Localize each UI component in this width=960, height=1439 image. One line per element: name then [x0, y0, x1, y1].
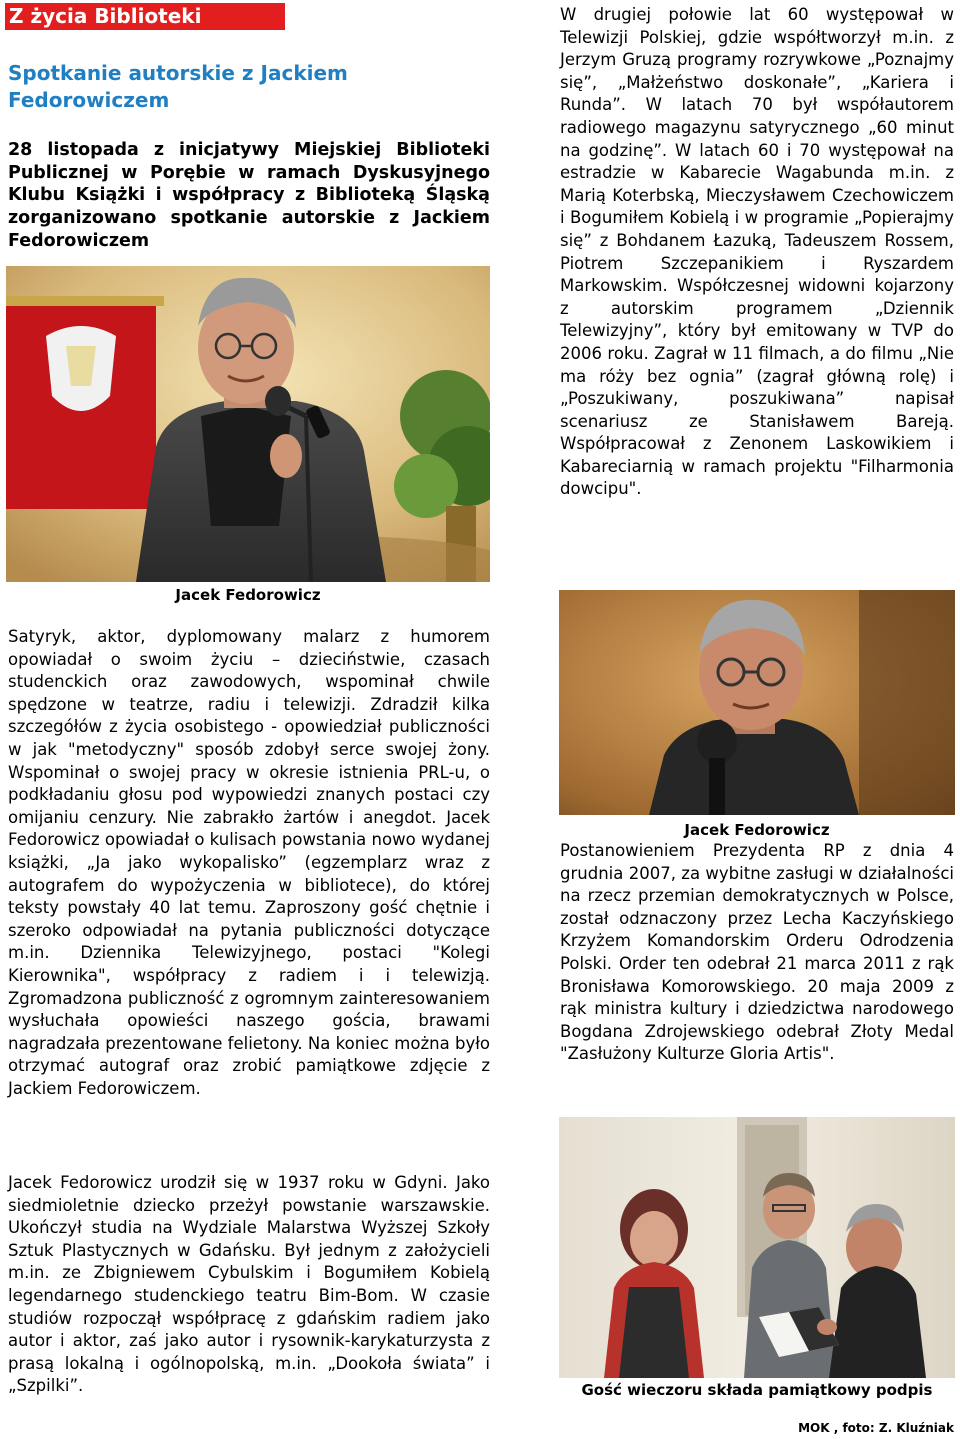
left-paragraph-1: Satyryk, aktor, dyplomowany malarz z humorem opowiadał o swoim życiu – dzieciństwie, czasach studenckich oraz zawodowych, wspominał chwile spędzone w teatrze, radiu i telewizji. Zdradził kilka szczegółów z życia osobistego - opowiedział publiczności w jak "metodyczny" sposób zdobył serce swojej żony. Wspominał o swojej pracy w okresie istnienia PRL-u, o podkładaniu głosu pod wypowiedzi znanych postaci czy omijaniu cenzury. Nie zabrakło żartów i anegdot. Jacek Fedorowicz opowiadał o kulisach powstania nowo wydanej książki, „Ja jako wykopalisko” (egzemplarz wraz z autografem do wypożyczenia w bibliotece), do której teksty powstały 40 lat temu. Zaproszony gość chętnie i szeroko odpowiadał na pytania publiczności dotyczące m.in. Dziennika Telewizyjnego, postaci "Kolegi Kierownika", współpracy z radiem i i telewizją. Zgromadzona publiczność z ogromnym zainteresowaniem wysłuchała opowieści naszego gościa, brawami nagradzała prezentowane felietony. Na koniec można było otrzymać autograf oraz zrobić pamiątkowe zdjęcie z Jackiem Fedorowiczem.: [8, 627, 490, 1098]
right-column-text: [560, 4, 954, 501]
photo-speaker-microphone-image: [6, 266, 490, 582]
photo2-caption: Jacek Fedorowicz: [684, 821, 830, 839]
left-paragraph-2: Jacek Fedorowicz urodził się w 1937 roku w Gdyni. Jako siedmioletnie dziecko przeżył powstanie warszawskie. Ukończył studia na Wydziale Malarstwa Wyższej Szkoły Sztuk Plastycznych w Gdańsku. Był jednym z założycieli m.in. ze Zbigniewem Cybulskim i Bogumiłem Kobielą legendarnego studenckiego teatru Bim-Bom. W czasie studiów rozpoczął współpracę z gdańskim radiem jako autor i aktor, zaś jako autor i rysownik-karykaturzysta z prasą lokalną i ogólnopolską, m.in. „Dookoła świata” i „Szpilki”.: [8, 1173, 490, 1396]
photo-signing: [559, 1117, 955, 1378]
left-column-text: [8, 626, 490, 1100]
photo-speaker-microphone: [6, 266, 490, 582]
right-column-text-2: [560, 840, 954, 1066]
left-column-text-2: [8, 1172, 490, 1398]
photo-credit: MOK , foto: Z. Kluźniak: [798, 1421, 954, 1435]
right-paragraph-1: W drugiej połowie lat 60 występował w Telewizji Polskiej, gdzie współtworzył m.in. z Jerzym Gruzą programy rozrywkowe „Poznajmy się”, „Małżeństwo doskonałe”, „Kariera i Runda”. W latach 70 był współautorem radiowego magazynu satyrycznego „60 minut na godzinę”. W latach 60 i 70 występował na estradzie w Kabarecie Wagabunda m.in. z Marią Koterbską, Mieczysławem Czechowiczem i Bogumiłem Kobielą i w programie „Popierajmy się” z Bohdanem Łazuką, Tadeuszem Rossem, Piotrem Szczepanikiem i Ryszardem Markowskim. Współczesnej widowni kojarzony z autorskim programem „Dziennik Telewizyjny”, który był emitowany w TVP do 2006 roku. Zagrał w 11 filmach, a do filmu „Nie ma róży bez ognia” (zagrał główną rolę) i „Poszukiwany, poszukiwana” napisał scenariusz ze Stanisławem Bareją. Współpracował z Zenonem Laskowikiem i Kabareciarnią w ramach projektu "Filharmonia dowcipu".: [560, 5, 954, 499]
lead-paragraph: 28 listopada z inicjatywy Miejskiej Biblioteki Publicznej w Porębie w ramach Dyskusyjnego Klubu Książki i współpracy z Biblioteką Śląską zorganizowano spotkanie autorskie z Jackiem Fedorowiczem: [8, 140, 490, 251]
right-paragraph-2: Postanowieniem Prezydenta RP z dnia 4 grudnia 2007, za wybitne zasługi w działalności na rzecz przemian demokratycznych w Polsce, został odznaczony przez Lecha Kaczyńskiego Krzyżem Komandorskim Orderu Odrodzenia Polski. Order ten odebrał 21 marca 2011 z rąk Bronisława Komorowskiego. 20 maja 2009 z rąk ministra kultury i dziedzictwa narodowego Bogdana Zdrojewskiego odebrał Złoty Medal "Zasłużony Kulturze Gloria Artis".: [560, 841, 954, 1064]
section-header: Z życia Biblioteki: [5, 3, 285, 30]
photo1-caption: Jacek Fedorowicz: [175, 586, 321, 604]
photo3-caption: Gość wieczoru składa pamiątkowy podpis: [581, 1381, 933, 1399]
article-title: Spotkanie autorskie z Jackiem Fedorowiczem: [8, 61, 348, 112]
photo-portrait: [559, 590, 955, 815]
photo-signing-image: [559, 1117, 955, 1378]
photo-portrait-image: [559, 590, 955, 815]
